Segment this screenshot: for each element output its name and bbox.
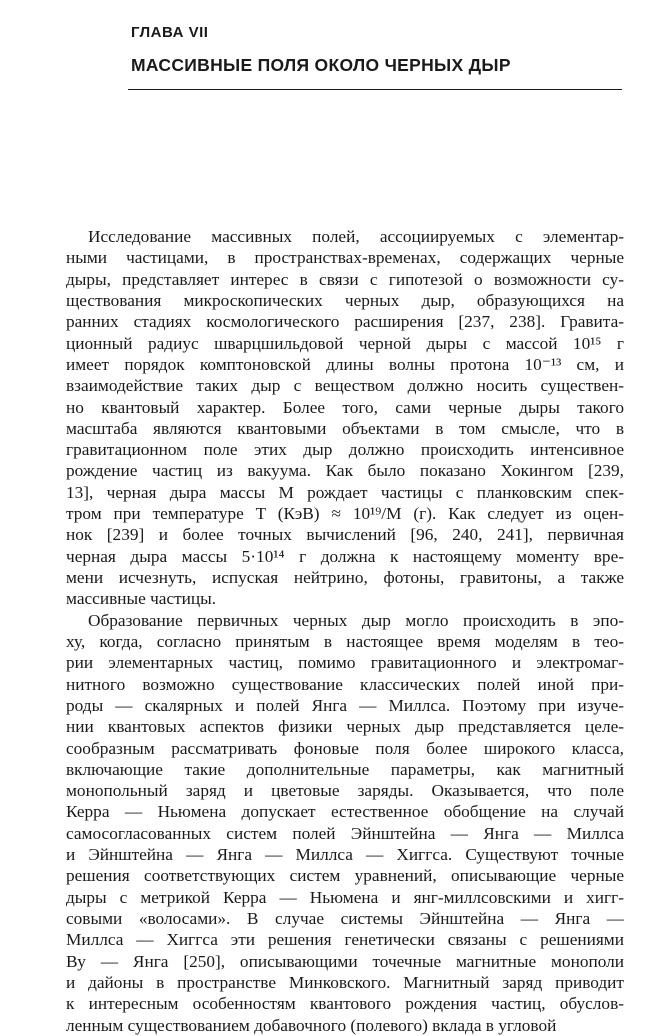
text-line: массивные частицы. — [66, 589, 217, 609]
text-line: нок [239] и более точных вычислений [96, 240, 241], первичная — [66, 525, 624, 545]
text-line: ществования микроскопических черных дыр, образующихся на — [66, 290, 624, 310]
text-line: ху, когда, согласно принятым в настоящее время моделям в тео- — [66, 631, 624, 651]
text-line: ленным существованием добавочного (полевого) вклада в угловой — [66, 1015, 557, 1035]
paragraph-2 — [66, 610, 624, 1036]
text-line: и дайоны в пространстве Минковского. Магнитный заряд приводит — [66, 972, 624, 992]
text-line: самосогласованных систем полей Эйнштейна — Янга — Миллса — [66, 823, 624, 843]
text-line: 13], черная дыра массы M рождает частицы с планковским спек- — [66, 482, 624, 502]
text-line: дыры с метрикой Керра — Ньюмена и янг-миллсовскими и хигг- — [66, 887, 624, 907]
text-line: Исследование массивных полей, ассоциируемых с элементар- — [88, 227, 624, 246]
text-line: включающие такие дополнительные параметры, как магнитный — [66, 759, 624, 779]
text-line: черная дыра массы 5·10¹⁴ г должна к настоящему моменту вре- — [66, 546, 624, 566]
text-line: гравитационном поле этих дыр должно происходить интенсивное — [66, 440, 624, 460]
text-line: масштаба являются квантовыми объектами в том смысле, что в — [66, 418, 624, 438]
text-line: нитного возможно существование классических полей иной при- — [66, 674, 624, 694]
text-line: и Эйнштейна — Янга — Миллса — Хиггса. Существуют точные — [66, 845, 624, 865]
text-line: рождение частиц из вакуума. Как было показано Хокингом [239, — [66, 461, 624, 481]
text-line: но квантовый характер. Более того, сами черные дыры такого — [66, 397, 624, 417]
text-line: ранних стадиях космологического расширения [237, 238]. Гравита- — [66, 312, 624, 332]
text-line: ционный радиус шварцшильдовой черной дыры с массой 10¹⁵ г — [66, 333, 624, 353]
text-line: Керра — Ньюмена допускает естественное обобщение на случай — [66, 802, 624, 822]
text-line: мени исчезнуть, испуская нейтрино, фотоны, гравитоны, а также — [66, 568, 624, 587]
text-line: Миллса — Хиггса эти решения генетически связаны с решениями — [66, 930, 624, 950]
text-line: сообразным рассматривать фоновые поля более широкого класса, — [66, 738, 624, 758]
text-line: нии квантовых аспектов физики черных дыр представляется целе- — [66, 717, 624, 737]
text-line: роды — скалярных и полей Янга — Миллса. Поэтому при изуче- — [66, 695, 624, 715]
text-line: взаимодействие таких дыр с веществом должно носить существен- — [66, 376, 624, 396]
text-line: Ву — Янга [250], описывающими точечные магнитные монополи — [66, 951, 624, 971]
text-line: ными частицами, в пространствах-временах, содержащих черные — [66, 248, 624, 268]
text-line: к интересным особенностям квантового рождения частиц, обуслов- — [66, 994, 624, 1014]
text-line: решения соответствующих систем уравнений, описывающие черные — [66, 866, 624, 886]
text-line: дыры, представляет интерес в связи с гипотезой о возможности су- — [66, 269, 624, 289]
chapter-label: ГЛАВА VII — [131, 24, 209, 41]
text-line: имеет порядок комптоновской длины волны протона 10⁻¹³ см, и — [66, 354, 624, 374]
body-text — [66, 226, 624, 1036]
text-line: совыми «волосами». В случае системы Эйнштейна — Янга — — [66, 909, 624, 928]
paragraph-1 — [66, 226, 624, 610]
text-line: Образование первичных черных дыр могло происходить в эпо- — [88, 610, 624, 630]
text-line: монопольный заряд и цветовые заряды. Оказывается, что поле — [66, 781, 624, 801]
chapter-title: МАССИВНЫЕ ПОЛЯ ОКОЛО ЧЕРНЫХ ДЫР — [131, 55, 511, 75]
header-rule — [128, 89, 622, 90]
text-line: тром при температуре T (КэВ) ≈ 10¹⁹/M (г). Как следует из оцен- — [66, 504, 624, 524]
text-line: рии элементарных частиц, помимо гравитационного и электромаг- — [66, 653, 624, 673]
